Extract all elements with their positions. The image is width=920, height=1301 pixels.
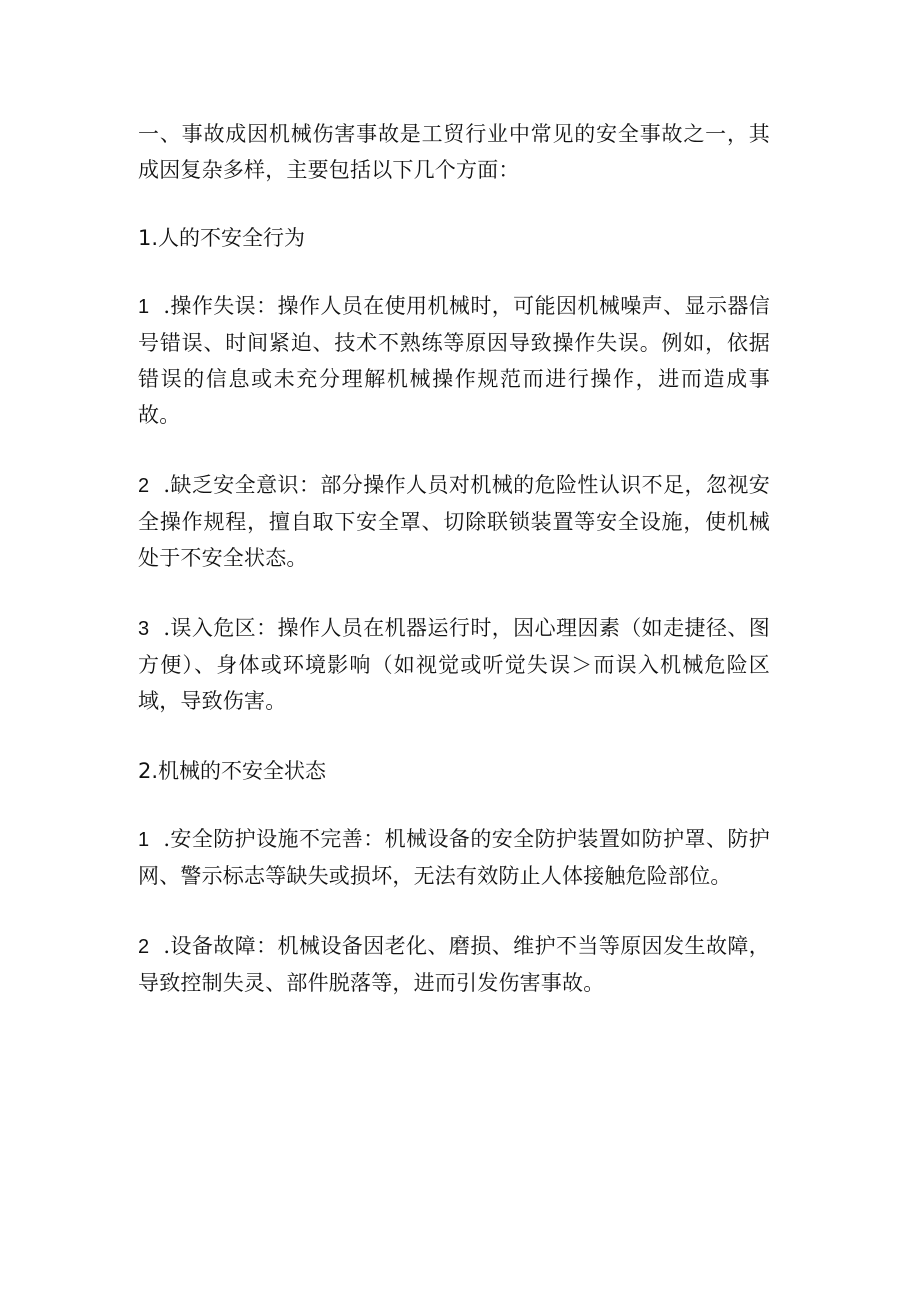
- section-heading-1: 1.人的不安全行为: [138, 226, 306, 250]
- item-number: 3: [138, 618, 150, 640]
- document-body: [138, 116, 770, 1001]
- item-number: 2: [138, 475, 150, 497]
- item-text: .误入危区：操作人员在机器运行时，因心理因素（如走捷径、图方便）、身体或环境影响（如视觉或听觉失误＞而误入机械危险区域，导致伤害。: [138, 616, 770, 713]
- intro-paragraph: 一、事故成因机械伤害事故是工贸行业中常见的安全事故之一，其成因复杂多样，主要包括以下几个方面：: [138, 122, 770, 182]
- item-number: 2: [138, 936, 150, 958]
- list-item: [138, 288, 770, 433]
- item-text: .缺乏安全意识：部分操作人员对机械的危险性认识不足，忽视安全操作规程，擅自取下安全罩、切除联锁装置等安全设施，使机械处于不安全状态。: [138, 473, 770, 570]
- item-number: 1: [138, 296, 150, 318]
- list-item: [138, 821, 770, 894]
- item-text: .安全防护设施不完善：机械设备的安全防护装置如防护罩、防护网、警示标志等缺失或损坏，无法有效防止人体接触危险部位。: [138, 827, 770, 888]
- list-item: [138, 610, 770, 719]
- item-text: .操作失误：操作人员在使用机械时，可能因机械噪声、显示器信号错误、时间紧迫、技术不熟练等原因导致操作失误。例如，依据错误的信息或未充分理解机械操作规范而进行操作，进而造成事故。: [138, 294, 770, 427]
- item-number: 1: [138, 829, 150, 851]
- list-item: [138, 928, 770, 1001]
- section-heading-2: 2.机械的不安全状态: [138, 759, 327, 783]
- list-item: [138, 467, 770, 576]
- item-text: .设备故障：机械设备因老化、磨损、维护不当等原因发生故障，导致控制失灵、部件脱落等，进而引发伤害事故。: [138, 934, 770, 995]
